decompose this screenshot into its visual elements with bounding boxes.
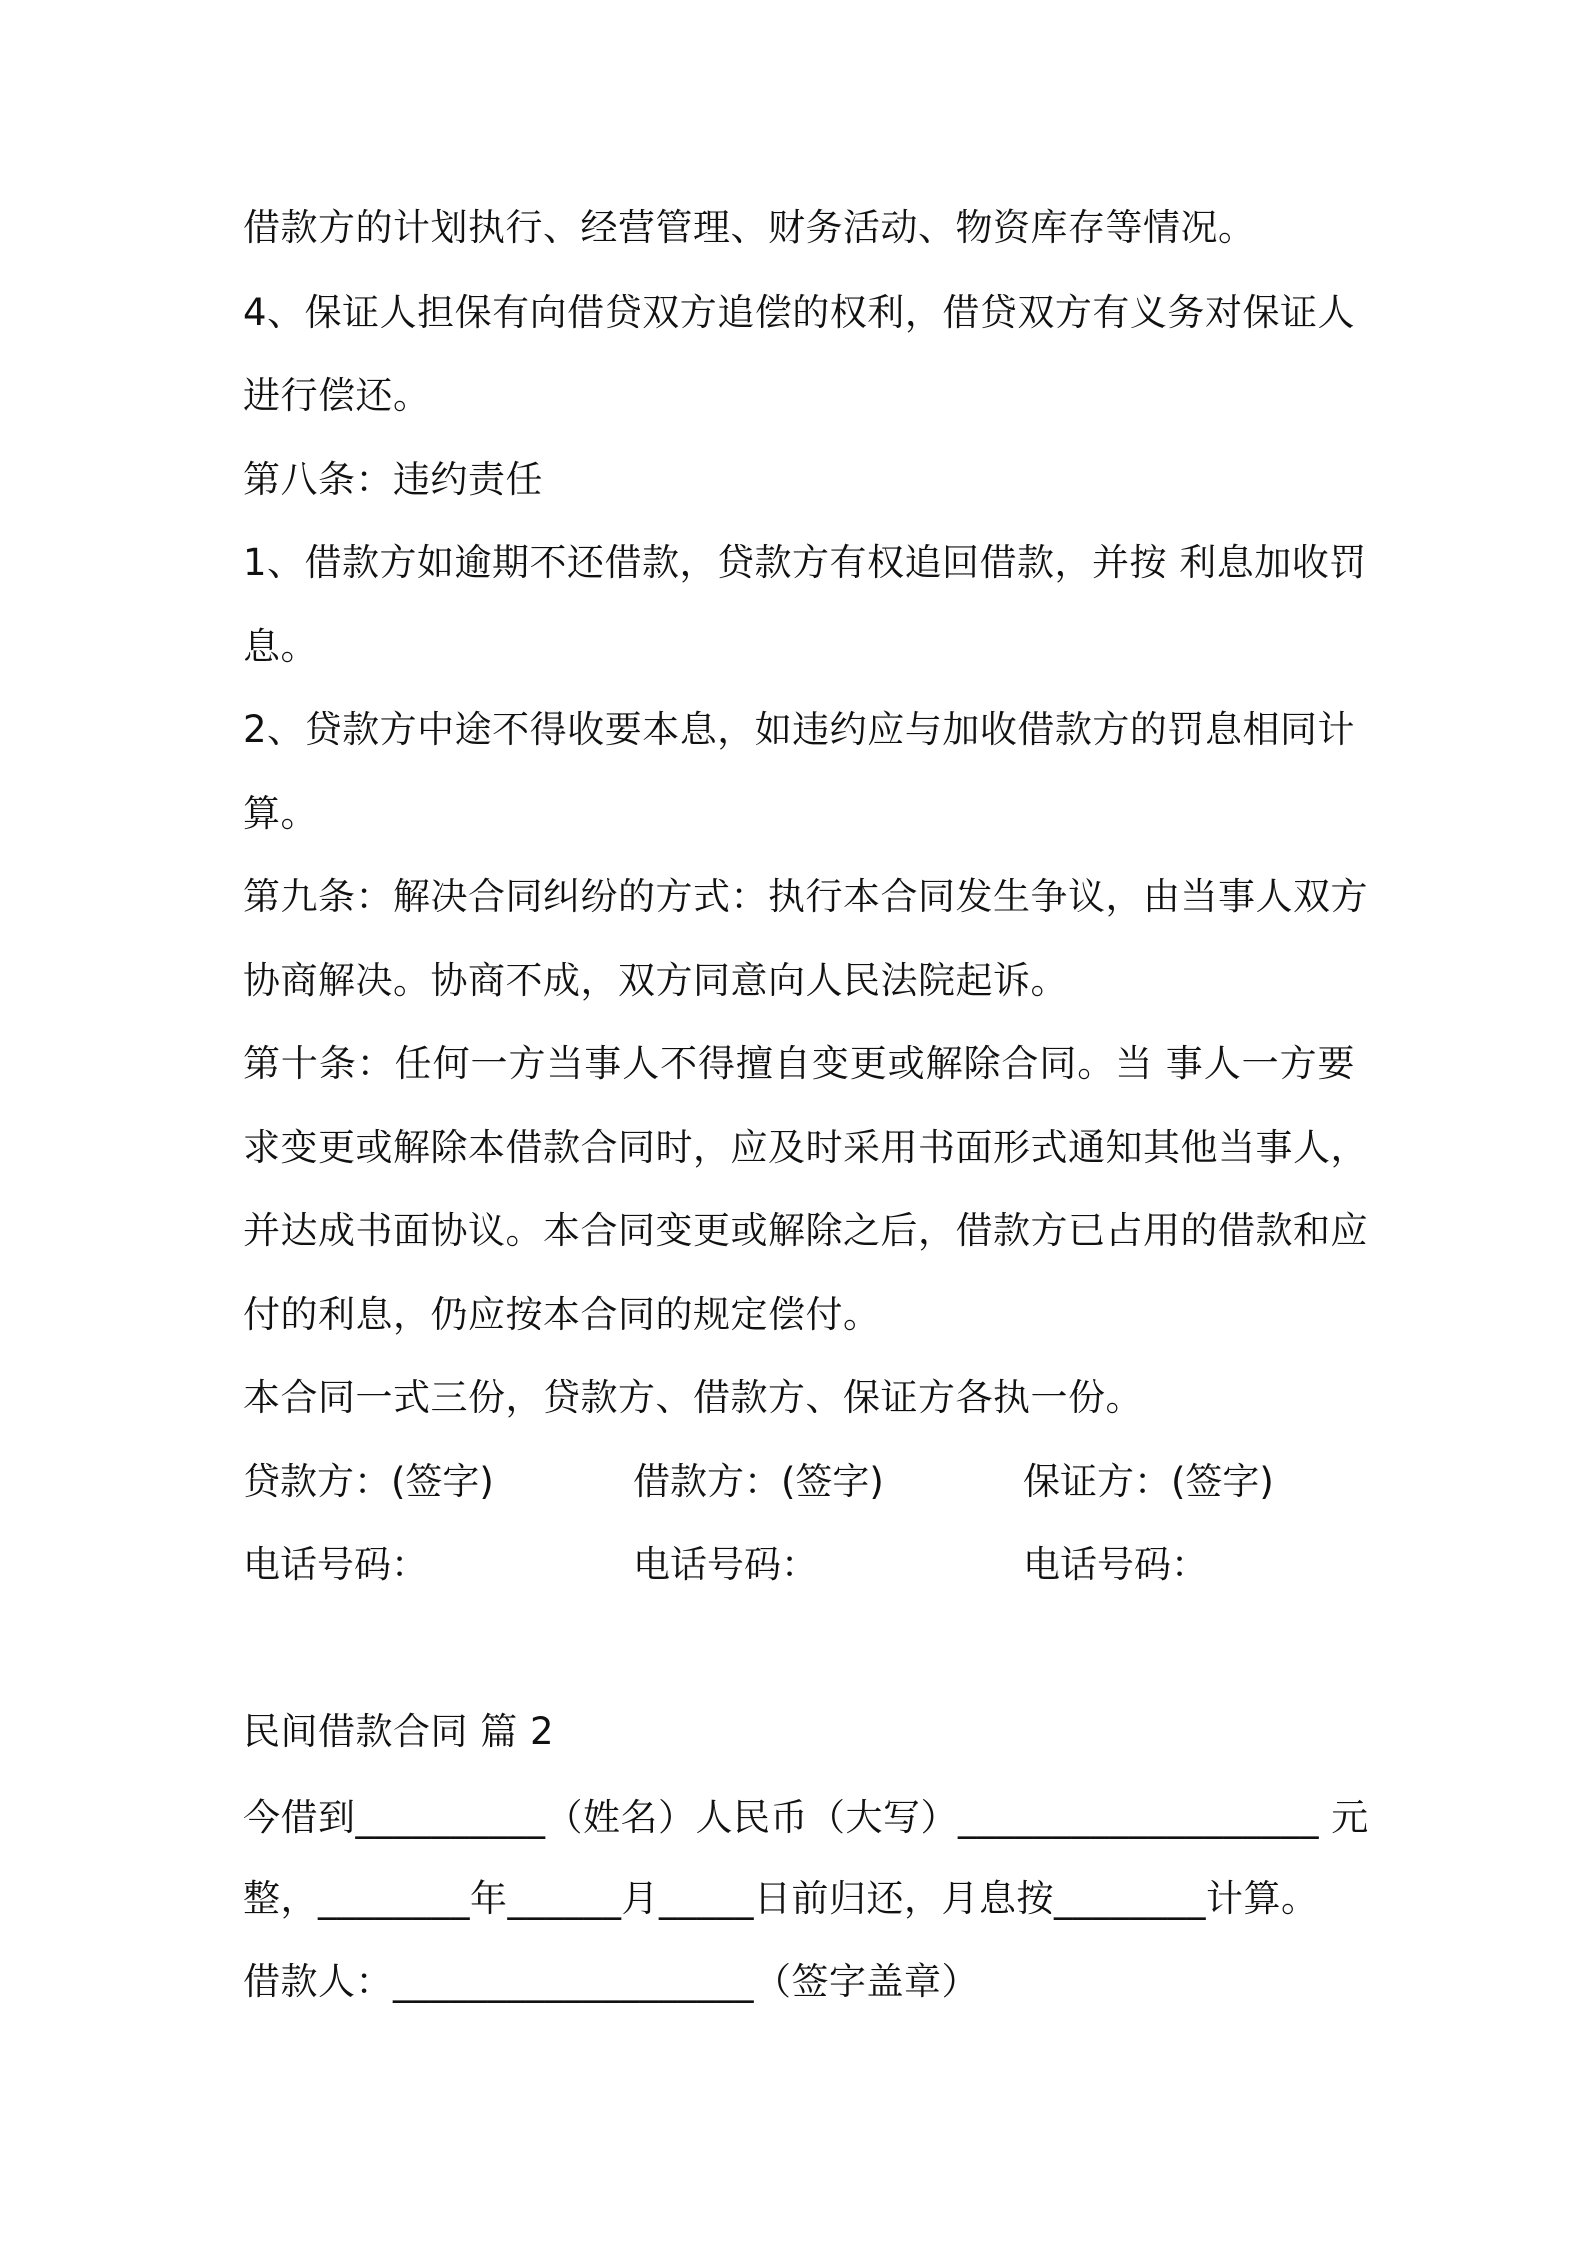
lender-phone: 电话号码： [243, 1543, 428, 1586]
guarantor-signature: 保证方：(签字) [1023, 1460, 1274, 1503]
borrower-phone: 电话号码： [633, 1543, 818, 1586]
form-line: 今借到__________（姓名）人民币（大写）___________________ 元 [243, 1796, 1369, 1839]
paragraph-line: 算。 [243, 792, 318, 835]
form-line: 借款人：___________________（签字盖章） [243, 1960, 979, 2003]
paragraph-line: 4、保证人担保有向借贷双方追偿的权利，借贷双方有义务对保证人 [243, 291, 1355, 334]
paragraph-line: 本合同一式三份，贷款方、借款方、保证方各执一份。 [243, 1376, 1143, 1419]
lender-signature: 贷款方：(签字) [243, 1460, 494, 1503]
paragraph-line: 并达成书面协议。本合同变更或解除之后，借款方已占用的借款和应 [243, 1209, 1368, 1252]
paragraph-line: 1、借款方如逾期不还借款，贷款方有权追回借款，并按 利息加收罚 [243, 541, 1367, 584]
paragraph-line: 进行偿还。 [243, 374, 431, 417]
article-heading: 第八条：违约责任 [243, 458, 543, 501]
paragraph-line: 协商解决。协商不成，双方同意向人民法院起诉。 [243, 959, 1068, 1002]
section-title: 民间借款合同 篇 2 [243, 1710, 555, 1753]
paragraph-line: 第九条：解决合同纠纷的方式：执行本合同发生争议，由当事人双方 [243, 875, 1368, 918]
paragraph-line: 第十条：任何一方当事人不得擅自变更或解除合同。当 事人一方要 [243, 1042, 1355, 1085]
paragraph-line: 付的利息，仍应按本合同的规定偿付。 [243, 1293, 881, 1336]
guarantor-phone: 电话号码： [1023, 1543, 1208, 1586]
paragraph-line: 借款方的计划执行、经营管理、财务活动、物资库存等情况。 [243, 206, 1256, 249]
paragraph-line: 2、贷款方中途不得收要本息，如违约应与加收借款方的罚息相同计 [243, 708, 1355, 751]
paragraph-line: 息。 [243, 625, 318, 668]
borrower-signature: 借款方：(签字) [633, 1460, 884, 1503]
form-line: 整，________年______月_____日前归还，月息按________计算。 [243, 1877, 1319, 1920]
paragraph-line: 求变更或解除本借款合同时，应及时采用书面形式通知其他当事人， [243, 1126, 1368, 1169]
